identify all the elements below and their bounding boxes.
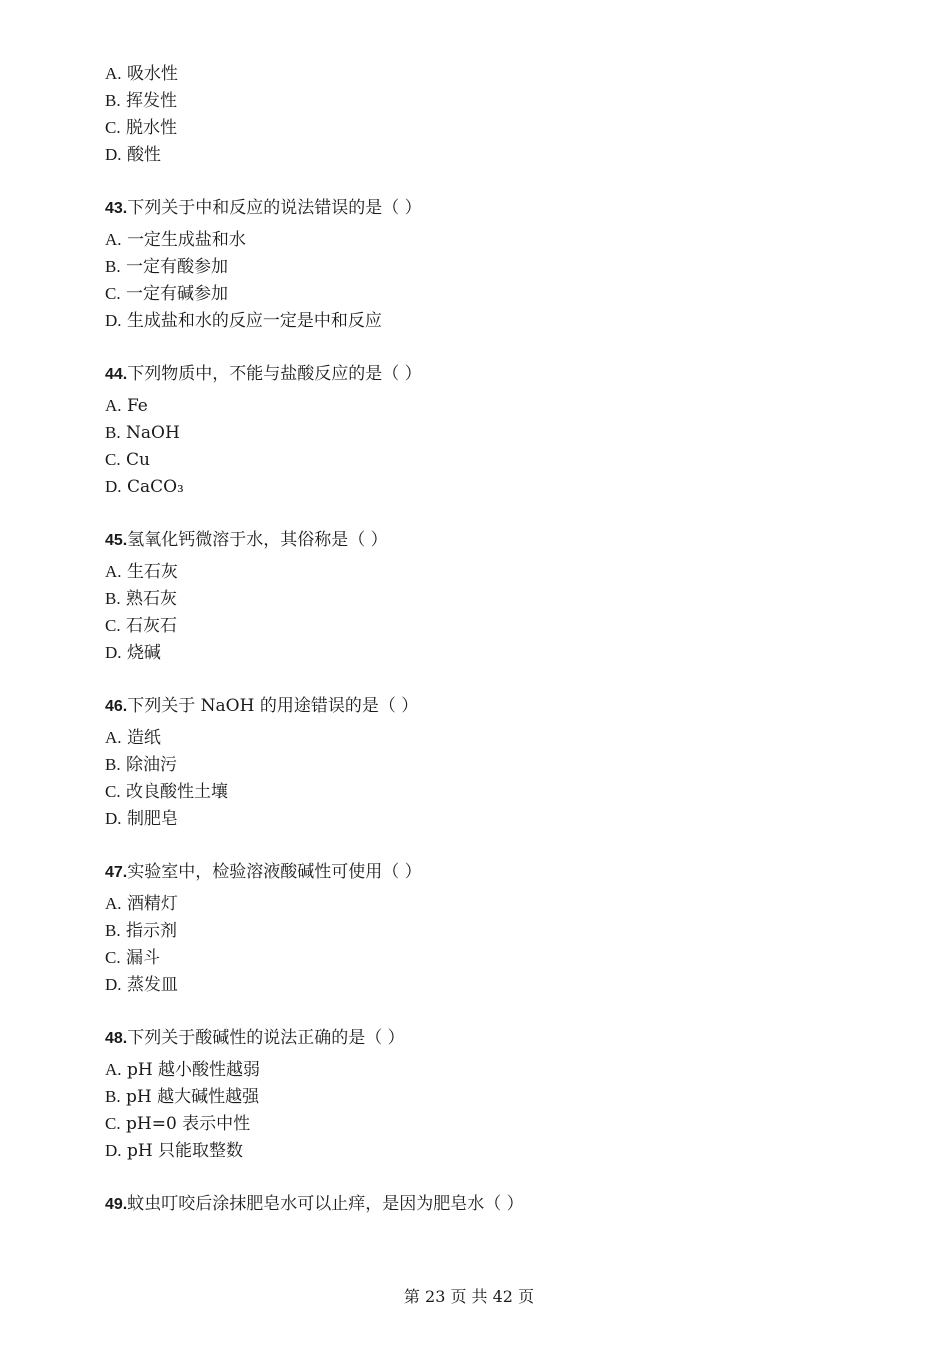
- option-c: C. Cu: [105, 450, 150, 470]
- option-d: D. CaCO₃: [105, 477, 184, 497]
- option-d: D. 生成盐和水的反应一定是中和反应: [105, 311, 382, 331]
- option-b: B. 指示剂: [105, 921, 177, 941]
- question-title: 43.下列关于中和反应的说法错误的是（ ）: [105, 198, 422, 218]
- question-46: [105, 693, 865, 832]
- option-c: C. 石灰石: [105, 616, 177, 636]
- question-43: [105, 195, 865, 334]
- question-48: [105, 1025, 865, 1164]
- option-c: C. 脱水性: [105, 118, 177, 138]
- option-d: D. 制肥皂: [105, 809, 178, 829]
- option-d: D. 蒸发皿: [105, 975, 178, 995]
- question-title: 44.下列物质中，不能与盐酸反应的是（ ）: [105, 364, 422, 384]
- option-c: C. 一定有碱参加: [105, 284, 228, 304]
- option-a: A. Fe: [105, 396, 148, 416]
- option-d: D. pH 只能取整数: [105, 1141, 244, 1161]
- option-a: A. 生石灰: [105, 562, 178, 582]
- question-title: 47.实验室中，检验溶液酸碱性可使用（ ）: [105, 862, 422, 882]
- option-c: C. 改良酸性土壤: [105, 782, 228, 802]
- option-a: A. 酒精灯: [105, 894, 178, 914]
- option-b: B. NaOH: [105, 423, 180, 443]
- option-d: D. 酸性: [105, 145, 161, 165]
- option-c: C. pH=0 表示中性: [105, 1114, 251, 1134]
- option-b: B. 除油污: [105, 755, 177, 775]
- question-45: [105, 527, 865, 666]
- question-title: 46.下列关于 NaOH 的用途错误的是（ ）: [105, 696, 419, 716]
- question-title: 48.下列关于酸碱性的说法正确的是（ ）: [105, 1028, 405, 1048]
- option-b: B. 一定有酸参加: [105, 257, 228, 277]
- question-49: [105, 1191, 865, 1218]
- option-a: A. 吸水性: [105, 64, 178, 84]
- question-47: [105, 859, 865, 998]
- question-44: [105, 361, 865, 500]
- question-title: 45.氢氧化钙微溶于水，其俗称是（ ）: [105, 530, 388, 550]
- option-a: A. pH 越小酸性越弱: [105, 1060, 261, 1080]
- option-a: A. 一定生成盐和水: [105, 230, 246, 250]
- option-a: A. 造纸: [105, 728, 161, 748]
- page-footer: 第 23 页 共 42 页: [403, 1287, 535, 1306]
- option-d: D. 烧碱: [105, 643, 161, 663]
- option-c: C. 漏斗: [105, 948, 160, 968]
- question-title: 49.蚊虫叮咬后涂抹肥皂水可以止痒，是因为肥皂水（ ）: [105, 1194, 524, 1214]
- option-b: B. 挥发性: [105, 91, 177, 111]
- question-list: [105, 60, 865, 1222]
- question-42-options: [105, 60, 865, 168]
- option-b: B. 熟石灰: [105, 589, 177, 609]
- option-b: B. pH 越大碱性越强: [105, 1087, 260, 1107]
